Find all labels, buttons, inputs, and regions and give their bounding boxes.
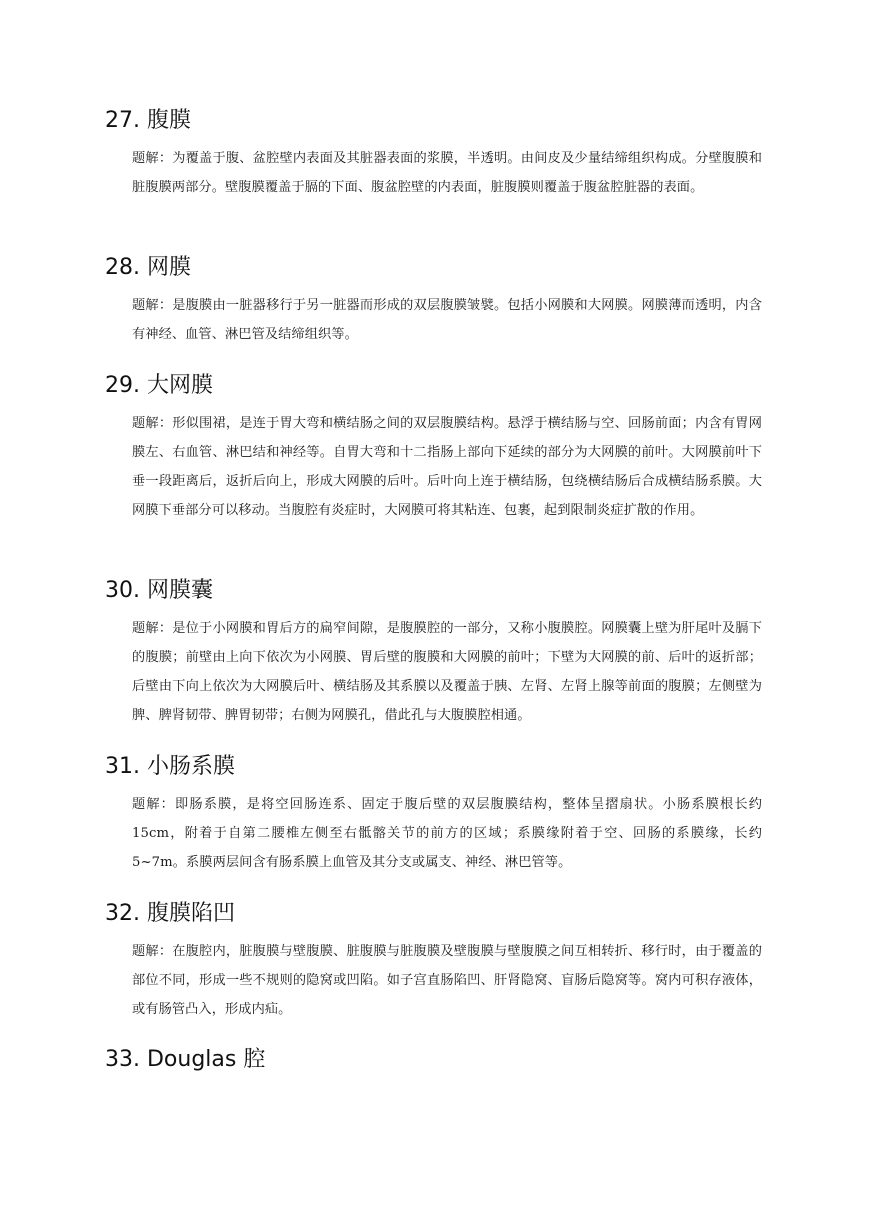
entry-31-mesentery — [105, 753, 765, 877]
entry-heading: 33. Douglas 腔 — [105, 1047, 266, 1072]
entry-body: 题解：为覆盖于腹、盆腔壁内表面及其脏器表面的浆膜，半透明。由间皮及少量结缔组织构成。分壁腹膜和脏腹膜两部分。壁腹膜覆盖于膈的下面、腹盆腔壁的内表面，脏腹膜则覆盖于腹盆腔脏器的表面。 — [132, 151, 762, 195]
entry-body: 题解：在腹腔内，脏腹膜与壁腹膜、脏腹膜与脏腹膜及壁腹膜与壁腹膜之间互相转折、移行时，由于覆盖的部位不同，形成一些不规则的隐窝或凹陷。如子宫直肠陷凹、肝肾隐窝、盲肠后隐窝等。窝内可积存液体，或有肠管凸入，形成内疝。 — [132, 944, 762, 1017]
entry-body: 题解：是腹膜由一脏器移行于另一脏器而形成的双层腹膜皱襞。包括小网膜和大网膜。网膜薄而透明，内含有神经、血管、淋巴管及结缔组织等。 — [132, 298, 762, 342]
entry-heading: 27. 腹膜 — [105, 108, 191, 133]
entry-33-douglas-pouch — [105, 1046, 765, 1074]
entry-29-greater-omentum — [105, 372, 765, 525]
entry-body: 题解：即肠系膜，是将空回肠连系、固定于腹后壁的双层腹膜结构，整体呈摺扇状。小肠系膜根长约 15cm，附着于自第二腰椎左侧至右骶髂关节的前方的区域；系膜缘附着于空、回肠的系膜缘，长约 5~7m。系膜两层间含有肠系膜上血管及其分支或属支、神经、淋巴管等。 — [132, 797, 762, 870]
entry-heading: 30. 网膜囊 — [105, 578, 213, 603]
entry-30-omental-bursa — [105, 577, 765, 730]
entry-body: 题解：形似围裙，是连于胃大弯和横结肠之间的双层腹膜结构。悬浮于横结肠与空、回肠前面；内含有胃网膜左、右血管、淋巴结和神经等。自胃大弯和十二指肠上部向下延续的部分为大网膜的前叶。大网膜前叶下垂一段距离后，返折后向上，形成大网膜的后叶。后叶向上连于横结肠，包绕横结肠后合成横结肠系膜。大网膜下垂部分可以移动。当腹腔有炎症时，大网膜可将其粘连、包裹，起到限制炎症扩散的作用。 — [132, 416, 762, 518]
entry-28-omentum — [105, 254, 765, 349]
entry-heading: 31. 小肠系膜 — [105, 754, 235, 779]
entry-32-peritoneal-recess — [105, 900, 765, 1024]
entry-heading: 32. 腹膜陷凹 — [105, 901, 235, 926]
entry-heading: 28. 网膜 — [105, 255, 191, 280]
entry-body: 题解：是位于小网膜和胃后方的扁窄间隙，是腹膜腔的一部分，又称小腹膜腔。网膜囊上壁为肝尾叶及膈下的腹膜；前壁由上向下依次为小网膜、胃后壁的腹膜和大网膜的前叶；下壁为大网膜的前、后叶的返折部；后壁由下向上依次为大网膜后叶、横结肠及其系膜以及覆盖于胰、左肾、左肾上腺等前面的腹膜；左侧壁为脾、脾肾韧带、脾胃韧带；右侧为网膜孔，借此孔与大腹膜腔相通。 — [132, 621, 762, 723]
entry-heading: 29. 大网膜 — [105, 373, 213, 398]
entry-27-peritoneum — [105, 107, 765, 202]
